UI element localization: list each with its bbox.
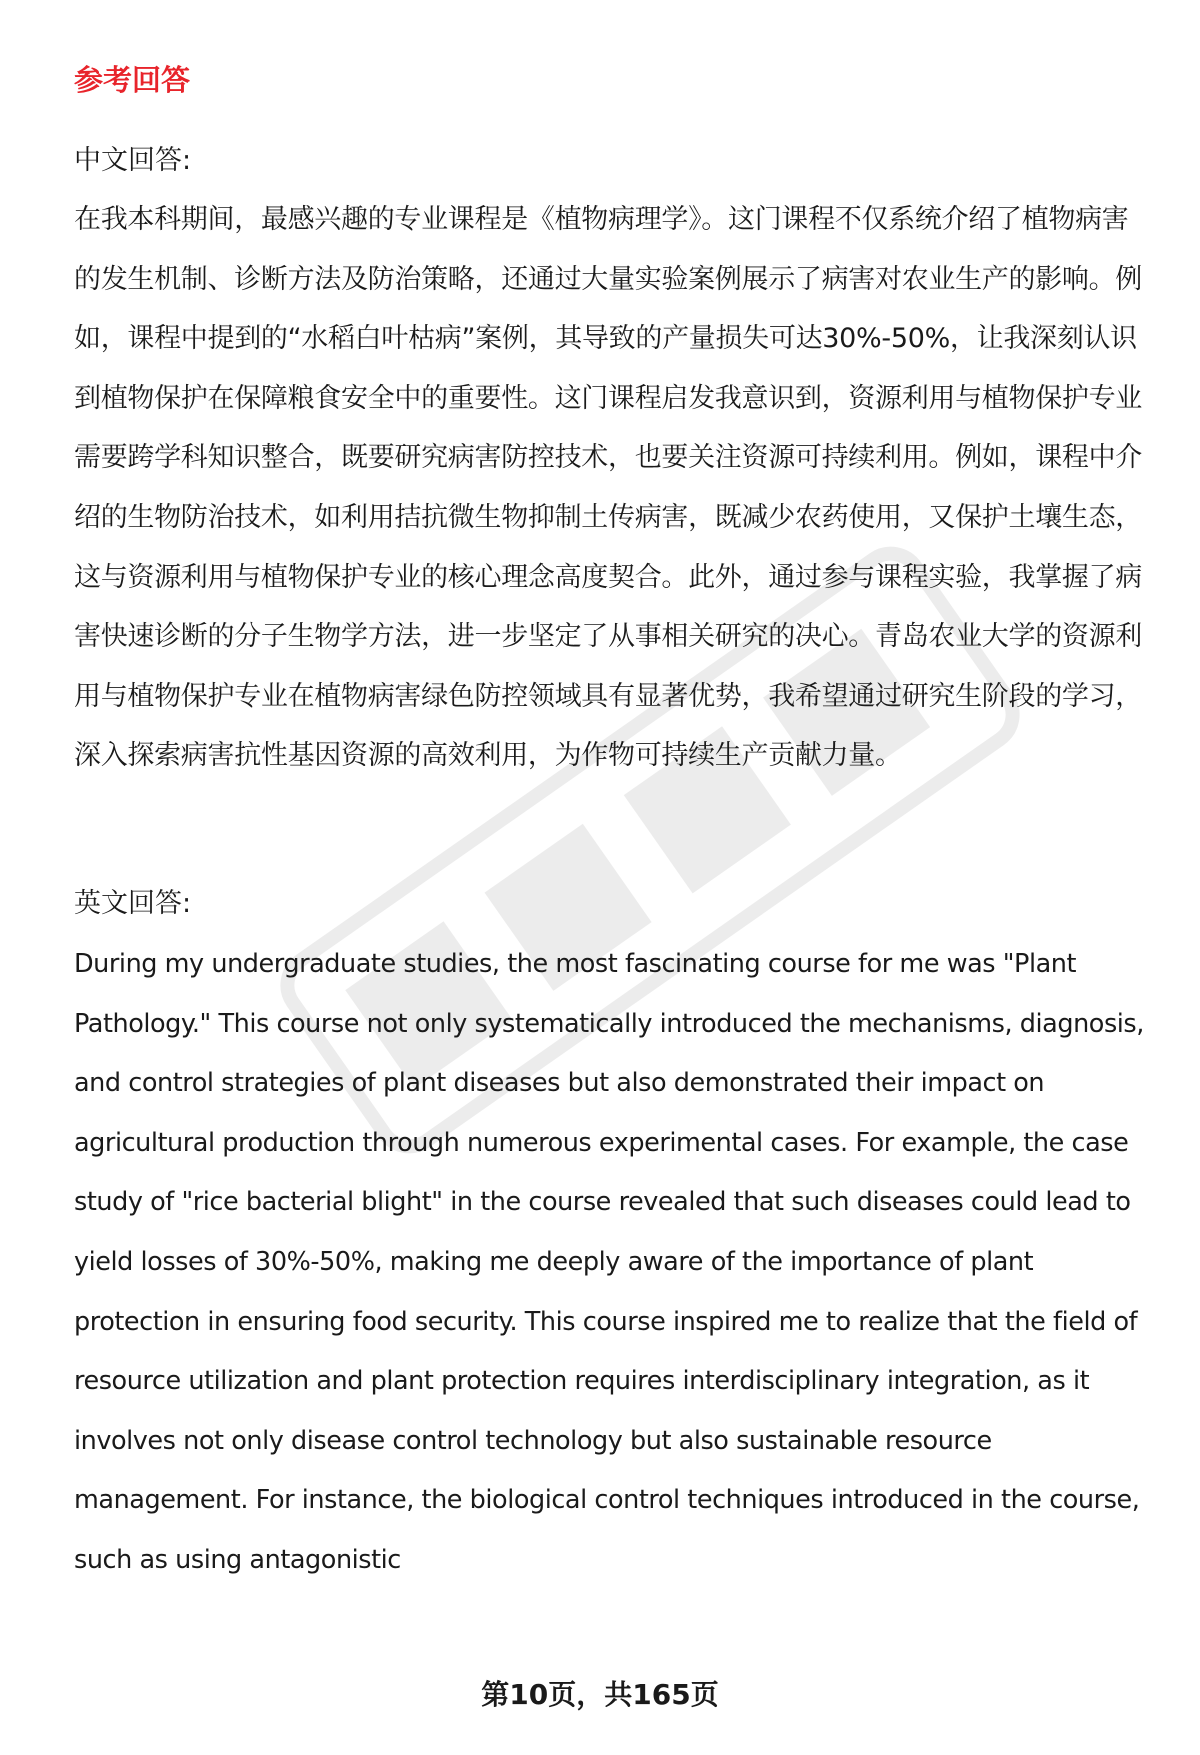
chinese-answer-text: 在我本科期间，最感兴趣的专业课程是《植物病理学》。这门课程不仅系统介绍了植物病害的发生机制、诊断方法及防治策略，还通过大量实验案例展示了病害对农业生产的影响。例如，课程中提到的“水稻白叶枯病”案例，其导致的产量损失可达30%-50%，让我深刻认识到植物保护在保障粮食安全中的重要性。这门课程启发我意识到，资源利用与植物保护专业需要跨学科知识整合，既要研究病害防控技术，也要关注资源可持续利用。例如，课程中介绍的生物防治技术，如利用拮抗微生物抑制土传病害，既减少农药使用，又保护土壤生态，这与资源利用与植物保护专业的核心理念高度契合。此外，通过参与课程实验，我掌握了病害快速诊断的分子生物学方法，进一步坚定了从事相关研究的决心。青岛农业大学的资源利用与植物保护专业在植物病害绿色防控领域具有显著优势，我希望通过研究生阶段的学习，深入探索病害抗性基因资源的高效利用，为作物可持续生产贡献力量。 bbox=[74, 204, 1142, 772]
english-answer-text: During my undergraduate studies, the most fascinating course for me was "Plant Pathology." This course not only systematically introduced the mechanisms, diagnosis, and control strategies of plant diseases but also demonstrated their impact on agricultural production through numerous experimental cases. For example, the case study of "rice bacterial blight" in the course revealed that such diseases could lead to yield losses of 30%-50%, making me deeply aware of the importance of plant protection in ensuring food security. This course inspired me to realize that the field of resource utilization and plant protection requires interdisciplinary integration, as it involves not only disease control technology but also sustainable resource management. For instance, the biological control techniques introduced in the course, such as using antagonistic bbox=[74, 949, 1144, 1575]
english-answer-label: 英文回答: bbox=[74, 888, 192, 919]
page-indicator: 第10页，共165页 bbox=[481, 1678, 719, 1711]
chinese-answer-label: 中文回答: bbox=[74, 145, 192, 176]
section-title: 参考回答 bbox=[74, 63, 191, 97]
